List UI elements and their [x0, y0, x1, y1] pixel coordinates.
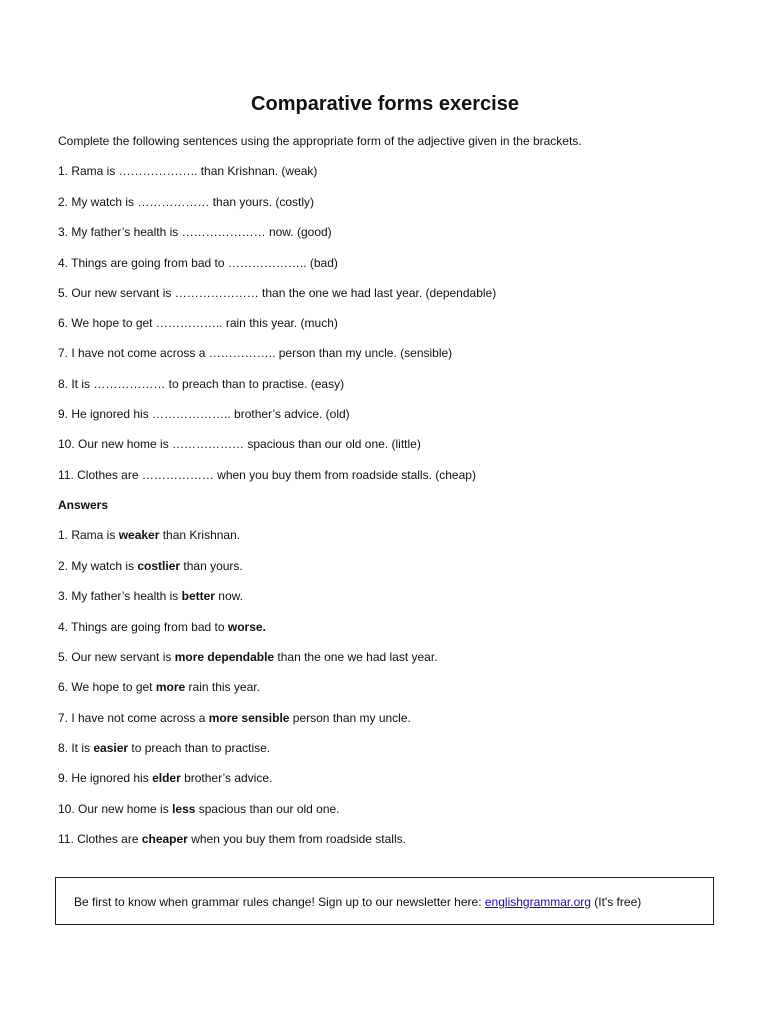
answer-text-after: when you buy them from roadside stalls.: [187, 832, 406, 846]
answer-word: worse.: [227, 620, 266, 634]
answer-text-before: 5. Our new servant is: [58, 650, 175, 664]
answer-item: [58, 802, 340, 816]
instructions: Complete the following sentences using the appropriate form of the adjective given in the brackets.: [58, 134, 582, 148]
answer-word: weaker: [118, 528, 160, 542]
answer-text-before: 11. Clothes are: [58, 832, 142, 846]
page-title: Comparative forms exercise: [251, 93, 519, 115]
answer-text-before: 3. My father’s health is: [58, 589, 182, 603]
newsletter-link[interactable]: englishgrammar.org: [484, 895, 591, 909]
answer-word: costlier: [137, 559, 181, 573]
answer-item: [58, 832, 406, 846]
answer-item: [58, 528, 240, 542]
answer-word: less: [172, 802, 196, 816]
newsletter-text-before: Be first to know when grammar rules change! Sign up to our newsletter here:: [74, 895, 485, 909]
answer-text-before: 2. My watch is: [58, 559, 138, 573]
answer-word: better: [181, 589, 215, 603]
question-item: 11. Clothes are ……………… when you buy them from roadside stalls. (cheap): [58, 468, 476, 482]
answer-text-after: to preach than to practise.: [128, 741, 271, 755]
answer-word: more sensible: [208, 711, 290, 725]
answer-text-before: 4. Things are going from bad to: [58, 620, 228, 634]
answer-text-after: brother’s advice.: [180, 771, 273, 785]
newsletter-text: [74, 895, 641, 909]
newsletter-box: [55, 877, 714, 925]
answer-text-after: than Krishnan.: [159, 528, 241, 542]
answer-text-before: 8. It is: [58, 741, 94, 755]
answer-text-before: 6. We hope to get: [58, 680, 156, 694]
answer-word: easier: [93, 741, 129, 755]
answer-text-after: person than my uncle.: [289, 711, 411, 725]
question-item: 2. My watch is ……………… than yours. (costly): [58, 195, 315, 209]
question-item: 1. Rama is ……………….. than Krishnan. (weak): [58, 164, 318, 178]
answer-word: more: [155, 680, 186, 694]
answer-word: cheaper: [141, 832, 188, 846]
question-item: 3. My father’s health is ………………… now. (good): [58, 225, 332, 239]
answer-item: [58, 741, 270, 755]
question-item: 10. Our new home is ……………… spacious than our old one. (little): [58, 437, 421, 451]
answer-item: [58, 650, 438, 664]
answer-text-after: rain this year.: [185, 680, 260, 694]
question-item: 8. It is ……………… to preach than to practise. (easy): [58, 377, 345, 391]
question-item: 4. Things are going from bad to ……………….. (bad): [58, 256, 338, 270]
question-item: 5. Our new servant is ………………… than the one we had last year. (dependable): [58, 286, 497, 300]
answer-text-after: than yours.: [180, 559, 243, 573]
question-item: 7. I have not come across a …………….. person than my uncle. (sensible): [58, 346, 453, 360]
answer-item: [58, 680, 260, 694]
answers-heading: Answers: [58, 498, 109, 512]
answer-text-before: 1. Rama is: [58, 528, 119, 542]
answer-text-before: 7. I have not come across a: [58, 711, 209, 725]
question-item: 9. He ignored his ……………….. brother’s advice. (old): [58, 407, 350, 421]
answer-text-after: spacious than our old one.: [195, 802, 340, 816]
answer-item: [58, 589, 243, 603]
answer-item: [58, 771, 272, 785]
question-item: 6. We hope to get …………….. rain this year. (much): [58, 316, 338, 330]
answer-text-after: than the one we had last year.: [274, 650, 438, 664]
answer-item: [58, 711, 411, 725]
answer-item: [58, 620, 266, 634]
answer-word: elder: [152, 771, 181, 785]
answer-text-before: 9. He ignored his: [58, 771, 153, 785]
answer-text-before: 10. Our new home is: [58, 802, 173, 816]
answer-item: [58, 559, 243, 573]
answer-text-after: now.: [214, 589, 243, 603]
newsletter-text-after: (It's free): [590, 895, 642, 909]
answer-word: more dependable: [174, 650, 275, 664]
